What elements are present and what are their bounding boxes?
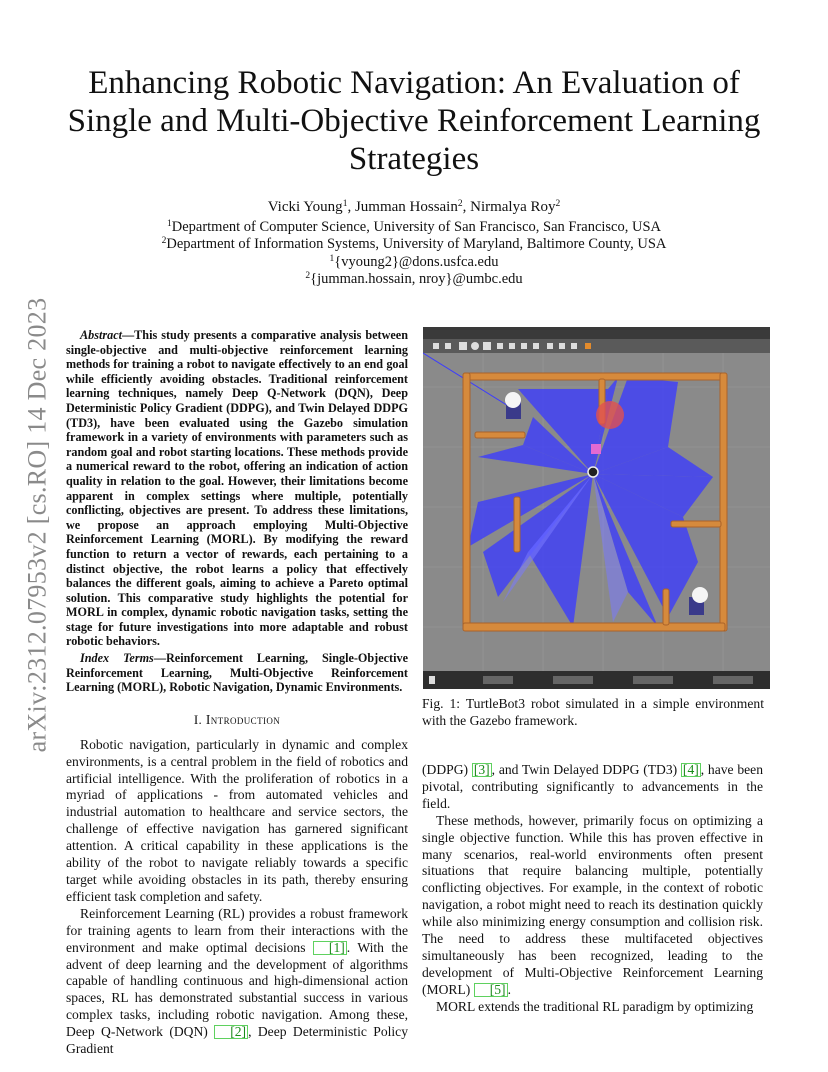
intro-paragraph-2: Reinforcement Learning (RL) provides a robust framework for training agents to learn from their interactions with the environment and make optimal decisions [1] . With the advent of deep learning and the development of algorithms capable of handling continuous and high-dimensional action spaces, RL has demonstrated substantial success in various complex tasks, including robotic navigation. Among these, Deep Q-Network (DQN) [2] , Deep Deterministic Policy Gradient bbox=[66, 905, 408, 1057]
author-name: Nirmalya Roy bbox=[470, 199, 556, 215]
email-2: $^2${jumman.hossain, nroy}@umbc.edu bbox=[305, 271, 523, 287]
abstract: Abstract—This study presents a comparative analysis between single-objective and multi-objective reinforcement learning methods for training a robot to navigate effectively to an end goal while efficiently avoiding obstacles. Traditional reinforcement learning techniques, namely Deep Q-Network (DQN), Deep Deterministic Policy Gradient (DDPG), and Twin Delayed DDPG (TD3), have been evaluated using the Gazebo simulation framework in a variety of environments with parameters such as random goal and robot starting locations. These methods provide a numerical reward to the robot, offering an indication of action quality in relation to the goal. However, their limitations become apparent in complex settings where multiple, potentially conflicting, objectives are present. To address these limitations, we propose an approach employing Multi-Objective Reinforcement Learning (MORL). By modifying the reward function to return a vector of rewards, each pertaining to a distinct objective, the robot learns a policy that effectively balances the different goals, aiming to achieve a Pareto optimal solution. This comparative study highlights the potential for MORL in complex, dynamic robotic navigation tasks, setting the stage for future investigations into more adaptable and robust robotic behaviors. bbox=[66, 328, 408, 649]
author-names: Vicki Young$^1$, Jumman Hossain$^2$, Nirmalya Roy$^2$ bbox=[267, 199, 561, 215]
figure-gazebo-simulation bbox=[423, 327, 770, 689]
citation-link[interactable]: [2] bbox=[214, 1025, 248, 1039]
email-1: $^1${vyoung2}@dons.usfca.edu bbox=[329, 253, 499, 270]
author-name: Jumman Hossain bbox=[354, 199, 458, 215]
affiliation-1: $^1$Department of Computer Science, University of San Francisco, San Francisco, USA bbox=[166, 218, 662, 235]
paper-title bbox=[60, 64, 768, 178]
section-heading-introduction: I. Introduction bbox=[193, 711, 281, 727]
pink-marker bbox=[591, 444, 601, 454]
citation-link[interactable]: [4] bbox=[682, 762, 699, 777]
index-terms: Index Terms—Reinforcement Learning, Single-Objective Reinforcement Learning, Multi-Objective Reinforcement Learning (MORL), Robotic Navigation, Dynamic Environments. bbox=[66, 651, 408, 695]
intro-paragraph-1: Robotic navigation, particularly in dynamic and complex environments, is a central problem in the field of robotics and artificial intelligence. With the proliferation of robotics in a myriad of applications - from automated vehicles and industrial automation to healthcare and service sectors, the challenge of effective navigation has garnered significant attention. A critical capability in these applications is the ability of the robot to navigate reliably towards a specific target while avoiding obstacles in its path, thereby ensuring efficient task completion and safety. bbox=[66, 736, 408, 904]
title-line-1: Enhancing Robotic Navigation: An Evaluation of bbox=[88, 65, 740, 101]
gazebo-scene bbox=[423, 327, 770, 689]
citation-link[interactable]: [1] bbox=[313, 941, 347, 955]
right-paragraph-1: (DDPG) [3] , and Twin Delayed DDPG (TD3) [4] , have been pivotal, contributing significantly to advancements in the field. bbox=[422, 762, 763, 811]
goal-marker bbox=[596, 401, 624, 429]
wall-bottom bbox=[463, 623, 725, 631]
wall-inner bbox=[671, 521, 721, 527]
cylinder-obstacle-1 bbox=[505, 392, 521, 419]
arxiv-identifier: arXiv:2312.07953v2 [cs.RO] 14 Dec 2023 bbox=[22, 297, 51, 753]
toolbar-active-icon bbox=[585, 343, 591, 349]
wall-top bbox=[468, 373, 723, 380]
wall-right bbox=[720, 373, 727, 631]
figure-caption: Fig. 1: TurtleBot3 robot simulated in a simple environment with the Gazebo framework. bbox=[422, 696, 764, 728]
author-block bbox=[60, 199, 768, 289]
title-line-3: Strategies bbox=[348, 141, 480, 177]
title-line-2: Single and Multi-Objective Reinforcement Learning bbox=[67, 103, 761, 139]
left-column bbox=[66, 328, 408, 1058]
gazebo-toolbar bbox=[423, 327, 770, 339]
wall-inner bbox=[514, 497, 520, 552]
citation-link[interactable]: [3] bbox=[473, 762, 490, 777]
citation-link[interactable]: [5] bbox=[474, 983, 508, 997]
affiliation-2: $^2$Department of Information Systems, University of Maryland, Baltimore County, USA bbox=[161, 236, 667, 252]
wall-inner bbox=[475, 432, 525, 438]
right-paragraph-2: These methods, however, primarily focus on optimizing a single objective function. While this has proven effective in many scenarios, real-world environments often present situations that require balancing multiple, potentially conflicting objectives. For example, in the context of robotic navigation, a robot might need to reach its destination quickly while also minimizing energy consumption and collision risk. The need to address these multifaceted objectives simultaneously has been recognized, leading to the development of Multi-Objective Reinforcement Learning (MORL) [5] . bbox=[422, 812, 763, 997]
wall-inner bbox=[663, 589, 669, 625]
right-column bbox=[422, 762, 763, 1016]
ground-plane bbox=[423, 327, 770, 689]
turtlebot-robot bbox=[588, 467, 598, 477]
right-paragraph-3: MORL extends the traditional RL paradigm by optimizing bbox=[436, 998, 754, 1014]
wall-left bbox=[463, 373, 470, 628]
author-name: Vicki Young bbox=[267, 199, 343, 215]
